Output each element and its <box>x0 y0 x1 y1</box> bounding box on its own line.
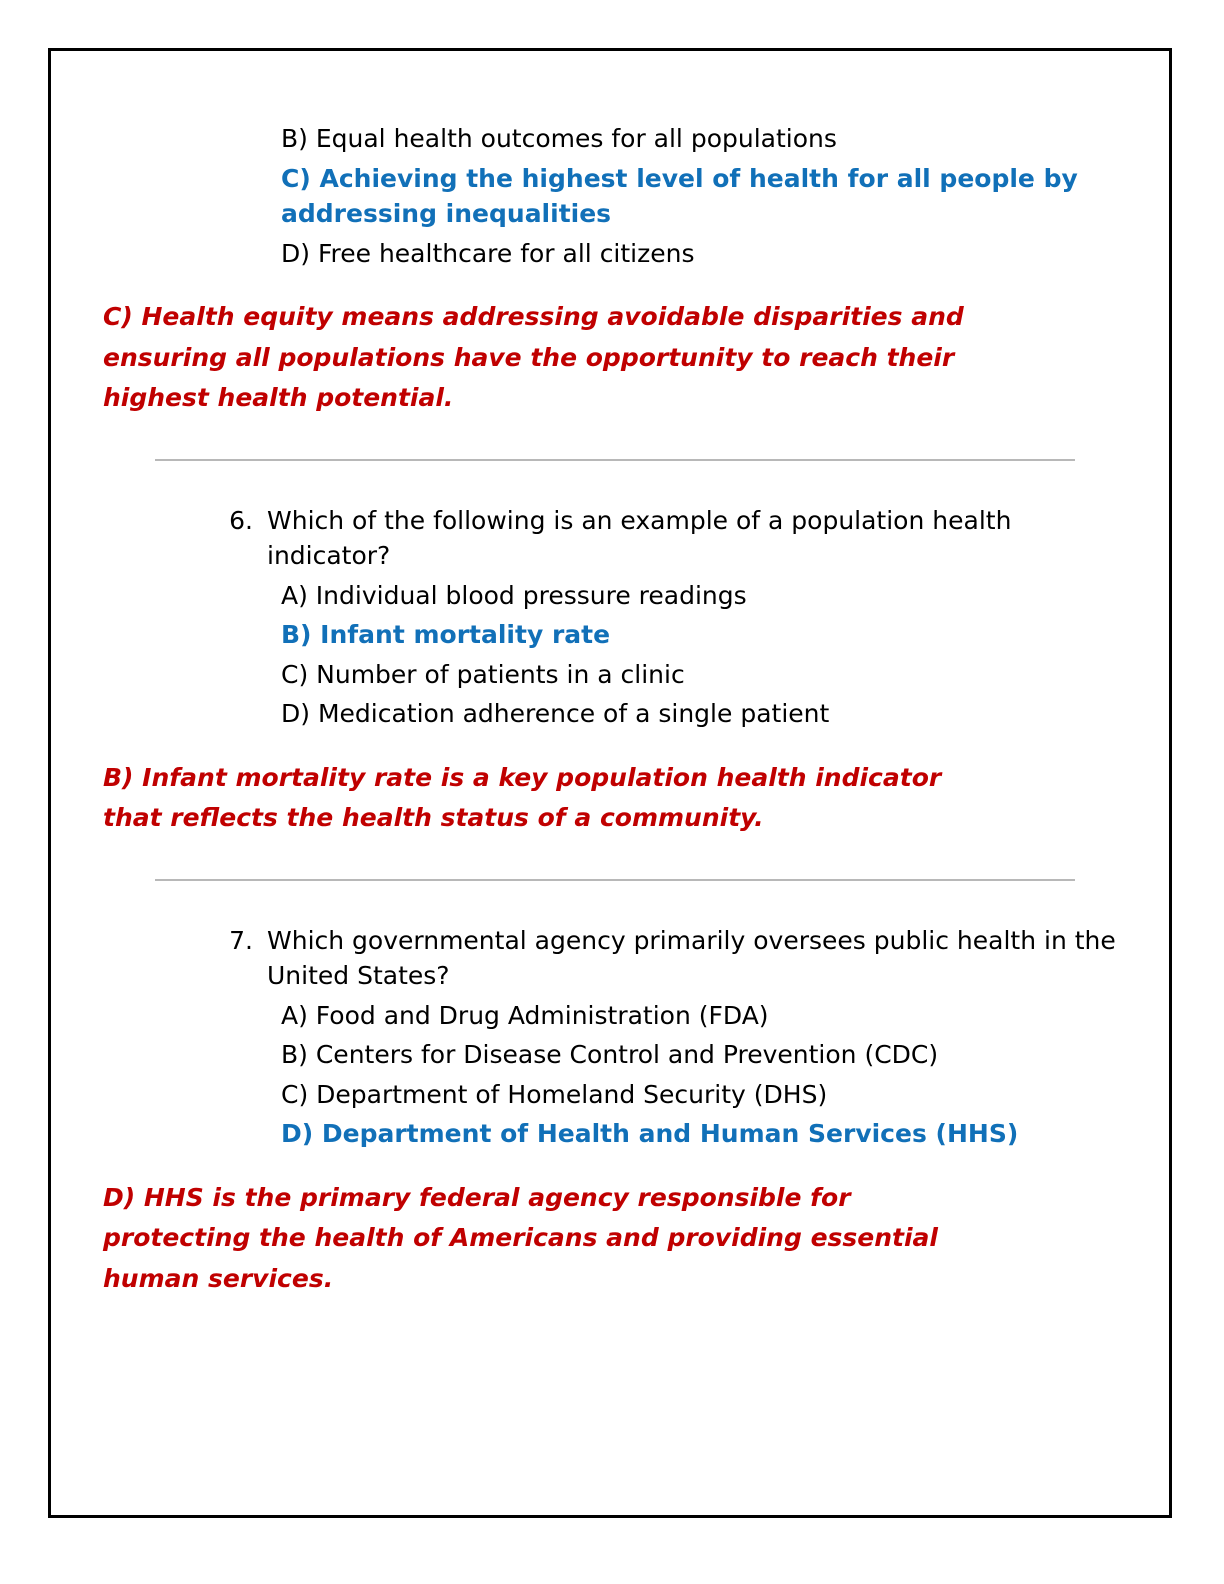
answer-option[interactable]: A) Food and Drug Administration (FDA) <box>281 1000 769 1030</box>
answer-option[interactable]: C) Department of Homeland Security (DHS) <box>281 1079 828 1109</box>
section-divider <box>155 879 1075 881</box>
answer-option[interactable]: D) Free healthcare for all citizens <box>281 238 695 268</box>
question-block <box>103 503 1117 839</box>
answer-option[interactable]: D) Medication adherence of a single patient <box>281 699 830 728</box>
explanation-text: C) Health equity means addressing avoidable disparities and ensuring all populations have the opportunity to reach their highest health potential. <box>103 302 964 412</box>
question-line <box>223 923 1117 994</box>
answer-option-correct[interactable]: D) Department of Health and Human Services (HHS) <box>281 1119 1019 1148</box>
answer-option-correct[interactable]: C) Achieving the highest level of health for all people by addressing inequalities <box>281 163 1078 228</box>
question-number: 6. <box>229 505 253 535</box>
question-text: Which governmental agency primarily oversees public health in the United States? <box>267 925 1116 990</box>
page-content <box>51 51 1169 1299</box>
answer-option[interactable]: C) Number of patients in a clinic <box>281 659 685 689</box>
answer-option[interactable]: A) Individual blood pressure readings <box>281 580 747 610</box>
answer-option[interactable]: B) Centers for Disease Control and Prevention (CDC) <box>281 1040 939 1069</box>
section-divider <box>155 459 1075 461</box>
explanation-text: B) Infant mortality rate is a key population health indicator that reflects the health status of a community. <box>103 762 942 832</box>
explanation-text: D) HHS is the primary federal agency responsible for protecting the health of Americans and providing essential human services. <box>103 1182 938 1293</box>
question-line <box>223 503 1117 574</box>
question-block <box>103 121 1117 419</box>
answer-option[interactable]: B) Equal health outcomes for all populations <box>281 124 837 153</box>
question-block <box>103 923 1117 1300</box>
document-page <box>48 48 1172 1518</box>
answer-option-correct[interactable]: B) Infant mortality rate <box>281 620 611 649</box>
question-number: 7. <box>229 925 253 955</box>
question-text: Which of the following is an example of a population health indicator? <box>267 505 1012 570</box>
